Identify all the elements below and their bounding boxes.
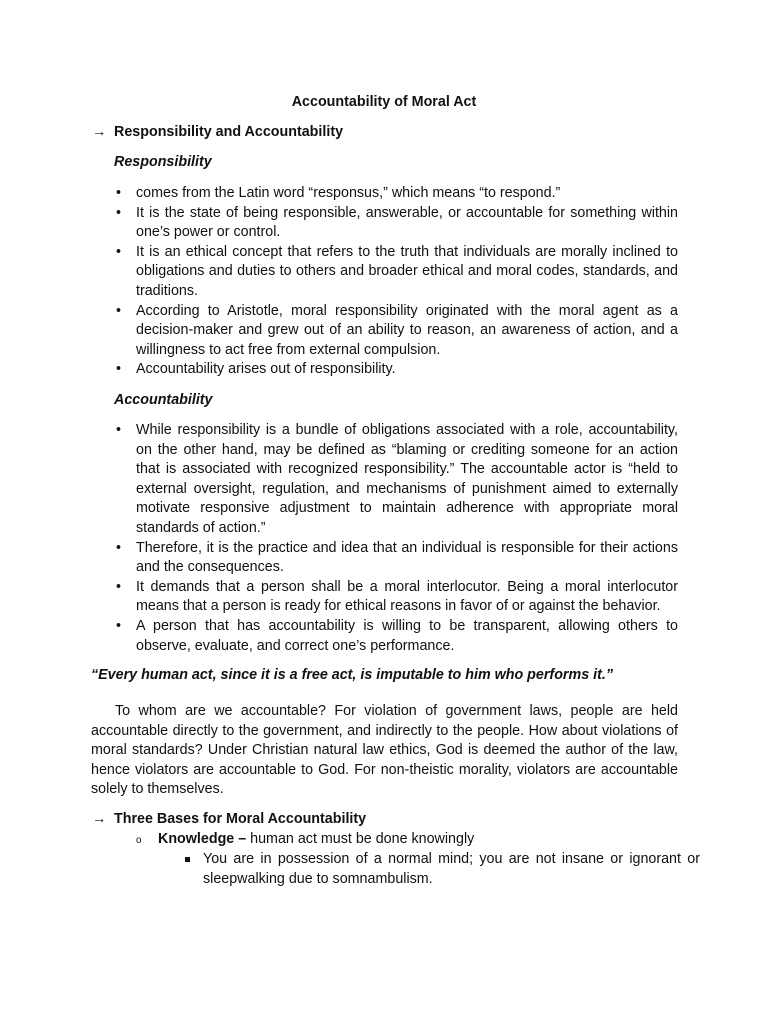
square-bullet-icon bbox=[185, 857, 190, 862]
list-item: • A person that has accountability is willing to be transparent, allowing others to observe, evaluate, and correct one’s performance. bbox=[114, 617, 678, 656]
arrow-icon: → bbox=[92, 811, 107, 827]
list-item: • According to Aristotle, moral responsibility originated with the moral agent as a decision-maker and grew out of an ability to reason, an awareness of action, and a willingness to act free from external compulsion. bbox=[114, 302, 678, 361]
list-item: • It is the state of being responsible, answerable, or accountable for something within one’s power or control. bbox=[114, 204, 678, 243]
section-heading-three-bases bbox=[92, 810, 366, 830]
responsibility-heading: Responsibility bbox=[114, 154, 212, 170]
knowledge-item bbox=[136, 830, 474, 851]
list-item: • Accountability arises out of responsibility. bbox=[114, 360, 678, 380]
arrow-icon: → bbox=[92, 124, 107, 140]
body-paragraph: To whom are we accountable? For violation of government laws, people are held accountable directly to the government, and indirectly to the people. How about violations of moral standards? Under Christian natural law ethics, God is deemed the author of the law, hence violators are accountable to God. For non-theistic morality, violators are accountable solely to themselves. bbox=[91, 703, 678, 798]
section-heading-responsibility-accountability bbox=[92, 123, 343, 143]
accountability-heading: Accountability bbox=[114, 392, 213, 408]
accountability-list bbox=[114, 421, 678, 656]
list-item: • While responsibility is a bundle of obligations associated with a role, accountability, on the other hand, may be defined as “blaming or crediting someone for an action that is associated with recognized responsibility.” The accountable actor is “held to external oversight, regulation, and mechanisms of punishment aimed to externally motivate responsive adjustment to maintain adherence with appropriate moral standards of action.” bbox=[114, 421, 678, 539]
circle-bullet-icon: o bbox=[136, 835, 142, 846]
list-item: • It demands that a person shall be a moral interlocutor. Being a moral interlocutor means that a person is ready for ethical reasons in favor of or against the behavior. bbox=[114, 578, 678, 617]
quote: “Every human act, since it is a free act, is imputable to him who performs it.” bbox=[91, 667, 613, 683]
knowledge-label: Knowledge – bbox=[158, 831, 247, 847]
section-heading-text: Responsibility and Accountability bbox=[114, 124, 344, 140]
sub-item-text: You are in possession of a normal mind; you are not insane or ignorant or sleepwalking due to somnambulism. bbox=[203, 851, 700, 887]
knowledge-text: human act must be done knowingly bbox=[246, 831, 475, 847]
page-title: Accountability of Moral Act bbox=[291, 94, 477, 110]
list-item: • Therefore, it is the practice and idea that an individual is responsible for their actions and the consequences. bbox=[114, 539, 678, 578]
knowledge-sub-item bbox=[181, 850, 700, 889]
list-item: • comes from the Latin word “responsus,” which means “to respond.” bbox=[114, 184, 678, 204]
list-item: • It is an ethical concept that refers to the truth that individuals are morally inclined to obligations and duties to others and broader ethical and moral codes, standards, and traditions. bbox=[114, 243, 678, 302]
section-heading-text: Three Bases for Moral Accountability bbox=[114, 811, 367, 827]
responsibility-list bbox=[114, 184, 678, 380]
